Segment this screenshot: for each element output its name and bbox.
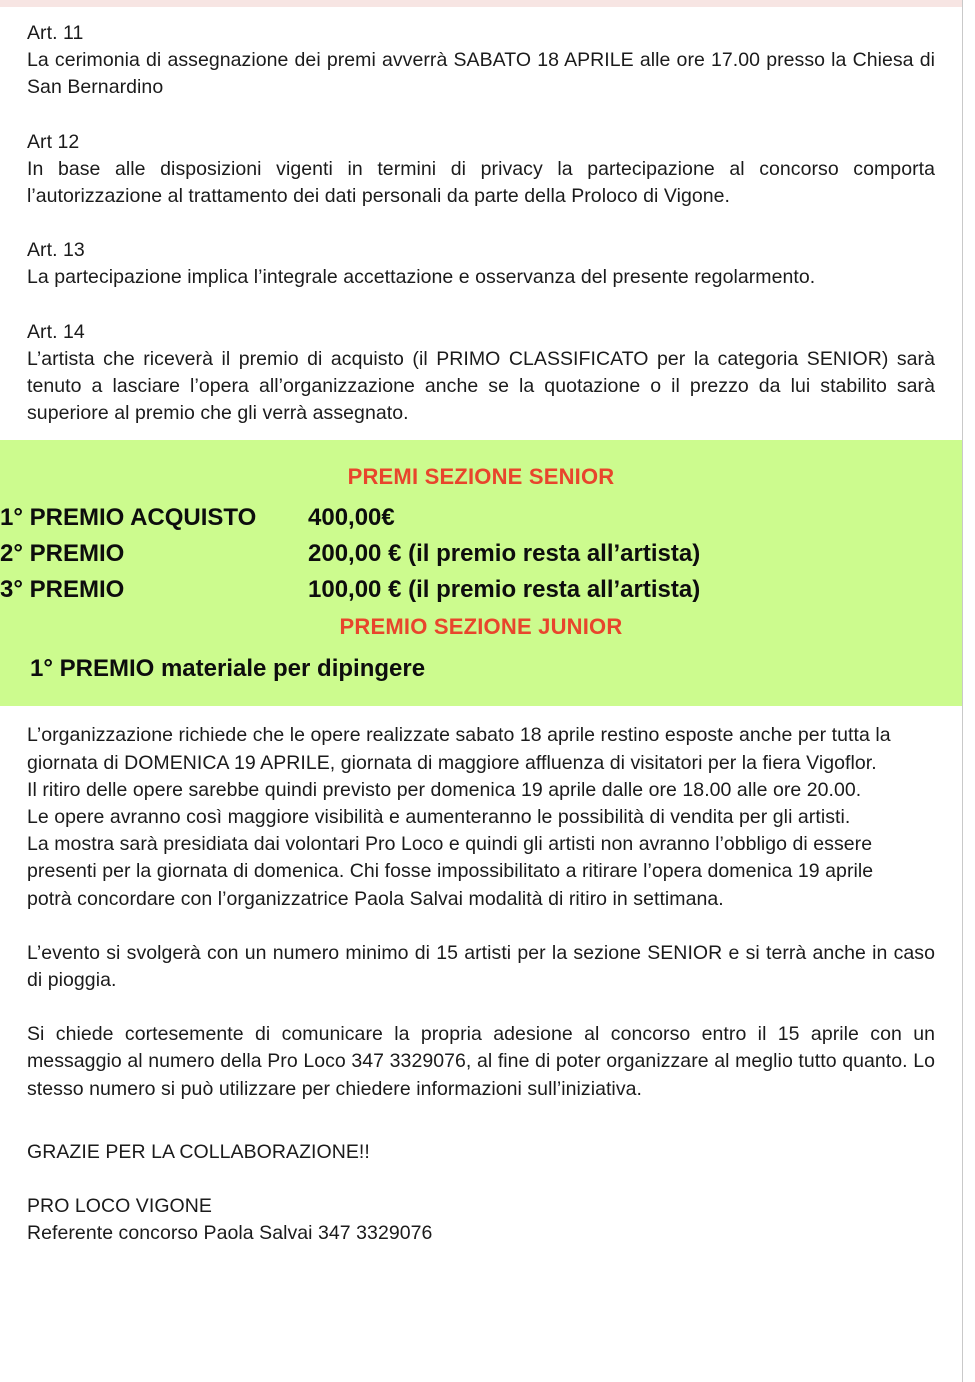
contact-line: Referente concorso Paola Salvai 347 3329076 [27,1222,433,1245]
article-heading: Art. 11 [27,22,84,44]
prize-value: 400,00€ [308,504,395,532]
exhibition-line: giornata di DOMENICA 19 APRILE, giornata di maggiore affluenza di visitatori per la fiera Vigoflor. [27,751,877,774]
prize-row [0,572,700,608]
thanks-message: GRAZIE PER LA COLLABORAZIONE!! [27,1140,370,1163]
registration-note: Si chiede cortesemente di comunicare la propria adesione al concorso entro il 15 aprile con un messaggio al numero della Pro Loco 347 3329076, al fine di poter organizzare al meglio tutto quanto. Lo stesso numero si può utilizzare per chiedere informazioni sull’iniziativa. [27,1023,935,1100]
notes-section [0,706,962,1247]
footer-section [27,1103,935,1248]
exhibition-line: potrà concordare con l’organizzatrice Paola Salvai modalità di ritiro in settimana. [27,887,724,910]
pre-band-spacer [27,427,935,440]
article-art-11 [27,20,935,102]
paragraph-spacer [27,102,935,129]
article-heading: Art 12 [27,130,80,153]
prize-row [0,500,700,536]
exhibition-line: Le opere avranno così maggiore visibilità e aumenteranno le possibilità di vendita per gli artisti. [27,806,851,829]
article-art-13 [27,237,935,291]
exhibition-line: Il ritiro delle opere sarebbe quindi previsto per domenica 19 aprile dalle ore 18.00 alle ore 20.00. [27,778,862,801]
article-art-12 [27,129,935,211]
article-body: L’artista che riceverà il premio di acquisto (il PRIMO CLASSIFICATO per la categoria SENIOR) sarà tenuto a lasciare l’opera all’organizzazione anche se la quotazione o il prezzo da lui stabilito sarà superiore al premio che gli verrà assegnato. [27,347,935,425]
prize-value: 100,00 € (il premio resta all’artista) [308,576,701,604]
article-body: La partecipazione implica l’integrale accettazione e osservanza del presente regolarmento. [27,266,816,289]
article-body: In base alle disposizioni vigenti in termini di privacy la partecipazione al concorso comporta l’autorizzazione al trattamento dei dati personali da parte della Proloco di Vigone. [27,157,935,208]
junior-prize-heading: PREMIO SEZIONE JUNIOR [339,614,623,640]
article-heading: Art. 14 [27,320,85,343]
junior-prize-text: 1° PREMIO materiale per dipingere [30,655,426,683]
organization-name: PRO LOCO VIGONE [27,1195,212,1218]
paragraph-spacer [27,210,935,237]
senior-prizes-table [0,500,700,608]
article-art-14 [27,319,935,428]
exhibition-line: La mostra sarà presidiata dai volontari Pro Loco e quindi gli artisti non avranno l’obbligo di essere [27,833,873,856]
prize-label: 2° PREMIO [0,540,125,568]
paragraph-spacer [27,292,935,319]
article-body: La cerimonia di assegnazione dei premi avverrà SABATO 18 APRILE alle ore 17.00 presso la Chiesa di San Bernardino [27,49,935,99]
prizes-highlight-band [0,440,962,706]
exhibition-note [27,722,935,912]
senior-prizes-heading: PREMI SEZIONE SENIOR [347,464,615,490]
paragraph-spacer [27,1166,935,1193]
paragraph-spacer [27,913,935,940]
exhibition-line: L’organizzazione richiede che le opere realizzate sabato 18 aprile restino esposte anche per tutta la [27,724,891,747]
top-spacer [27,7,935,20]
article-heading: Art. 13 [27,239,85,262]
articles-section [0,7,962,440]
minimum-artists-note: L’evento si svolgerà con un numero minimo di 15 artisti per la sezione SENIOR e si terrà anche in caso di pioggia. [27,941,935,992]
document-content [0,7,962,1382]
prize-row [0,536,700,572]
page-edge-line [962,0,963,1382]
top-color-strip [0,0,963,7]
prize-label: 3° PREMIO [0,576,125,604]
exhibition-line: presenti per la giornata di domenica. Chi fosse impossibilitato a ritirare l’opera domenica 19 aprile [27,860,874,883]
prize-value: 200,00 € (il premio resta all’artista) [308,540,701,568]
prize-label: 1° PREMIO ACQUISTO [0,504,257,532]
paragraph-spacer [27,994,935,1021]
